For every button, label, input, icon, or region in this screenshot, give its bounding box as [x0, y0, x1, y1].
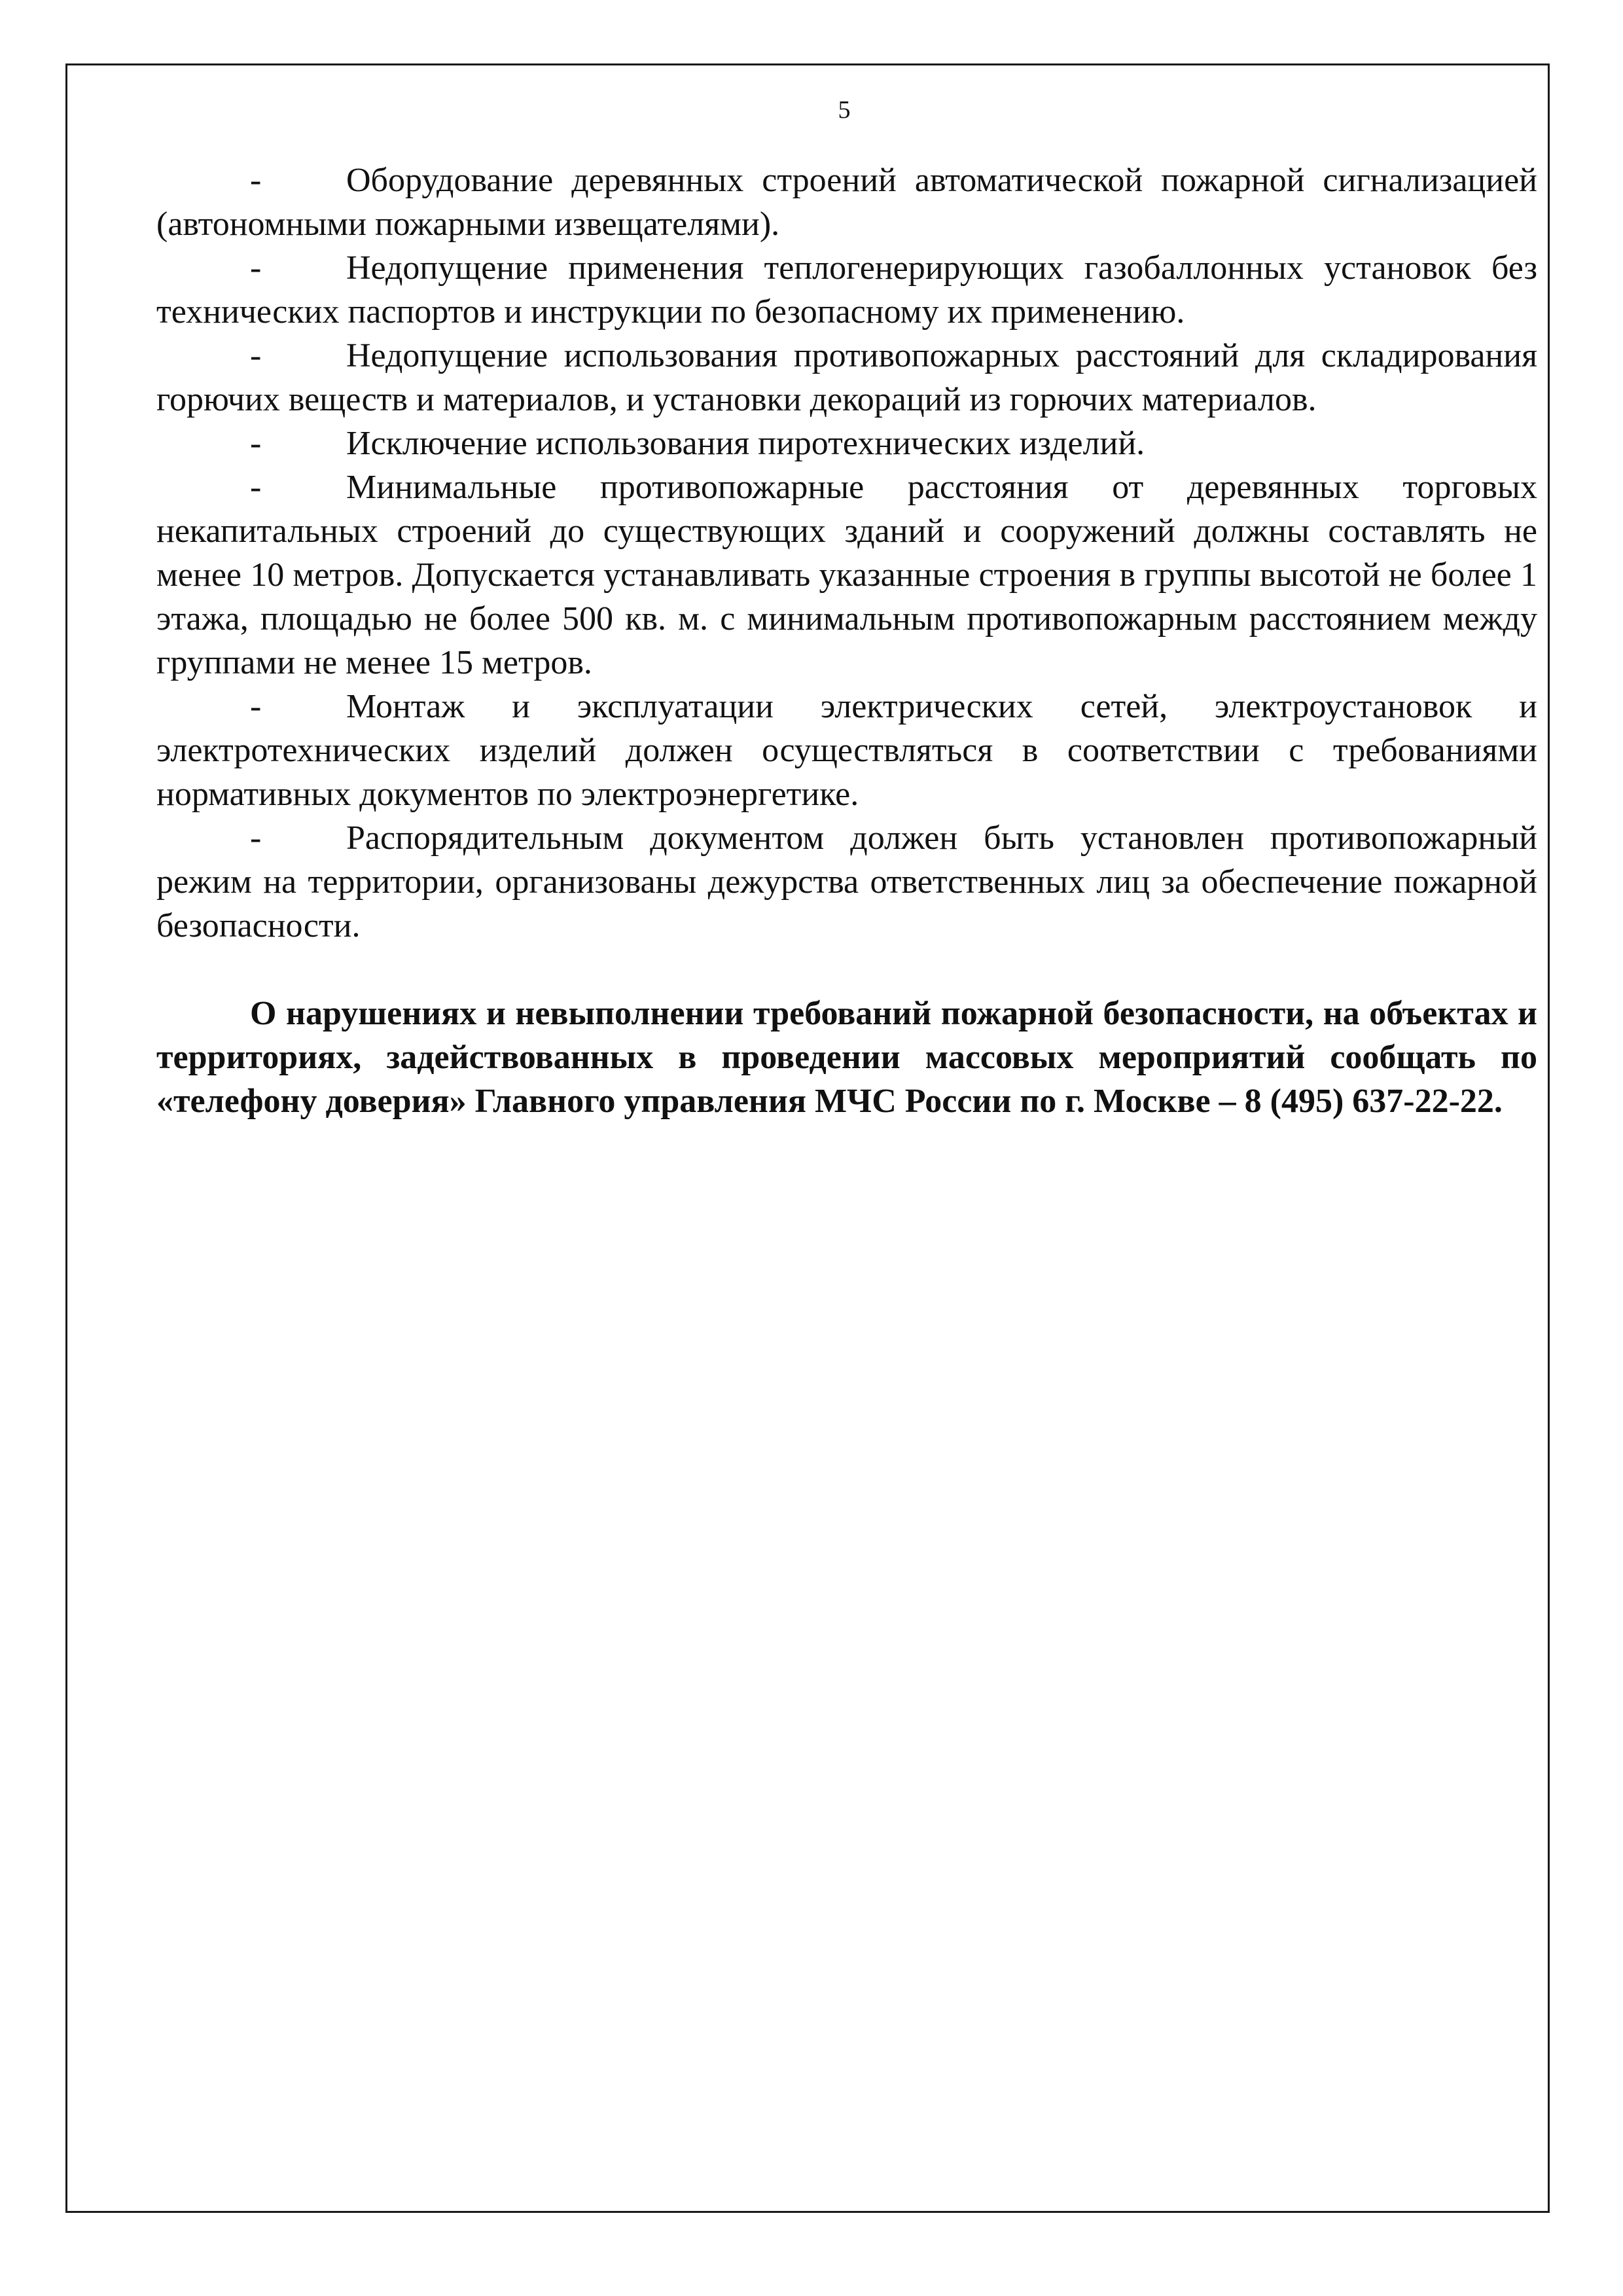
list-item [156, 685, 1537, 816]
list-item [156, 246, 1537, 334]
list-item-text: Минимальные противопожарные расстояния от деревянных торговых некапитальных строений до существующих зданий и сооружений должны составлять не менее 10 метров. Допускается устанавливать указанные строения в группы высотой не более 1 этажа, площадью не более 500 кв. м. с минимальным противопожарным расстоянием между группами не менее 15 метров. [156, 469, 1537, 681]
bullet-dash: - [250, 469, 262, 506]
page-number: 5 [838, 96, 851, 124]
list-item-text: Недопущение использования противопожарных расстояний для складирования горючих веществ и материалов, и установки декораций из горючих материалов. [156, 337, 1537, 418]
bullet-dash: - [250, 688, 262, 725]
list-item-text: Оборудование деревянных строений автоматической пожарной сигнализацией (автономными пожарными извещателями). [156, 162, 1537, 243]
list-item-text: Распорядительным документом должен быть установлен противопожарный режим на территории, организованы дежурства ответственных лиц за обеспечение пожарной безопасности. [156, 819, 1537, 944]
bullet-dash: - [250, 819, 262, 857]
list-item [156, 816, 1537, 948]
list-item [156, 158, 1537, 246]
list-item-text: Монтаж и эксплуатации электрических сетей, электроустановок и электротехнических изделий должен осуществляться в соответствии с требованиями нормативных документов по электроэнергетике. [156, 688, 1537, 813]
bullet-dash: - [250, 425, 262, 462]
hotline-notice: О нарушениях и невыполнении требований пожарной безопасности, на объектах и территориях, задействованных в проведении массовых мероприятий сообщать по «телефону доверия» Главного управления МЧС России по г. Москве – 8 (495) 637-22-22. [156, 995, 1537, 1120]
document-body [156, 158, 1537, 1123]
list-item-text: Исключение использования пиротехнических изделий. [346, 425, 1145, 462]
bullet-dash: - [250, 249, 262, 287]
list-item-text: Недопущение применения теплогенерирующих газобаллонных установок без технических паспортов и инструкции по безопасному их применению. [156, 249, 1537, 331]
list-item [156, 422, 1537, 465]
list-item [156, 465, 1537, 685]
bullet-dash: - [250, 337, 262, 374]
list-item [156, 334, 1537, 422]
bullet-dash: - [250, 162, 262, 199]
